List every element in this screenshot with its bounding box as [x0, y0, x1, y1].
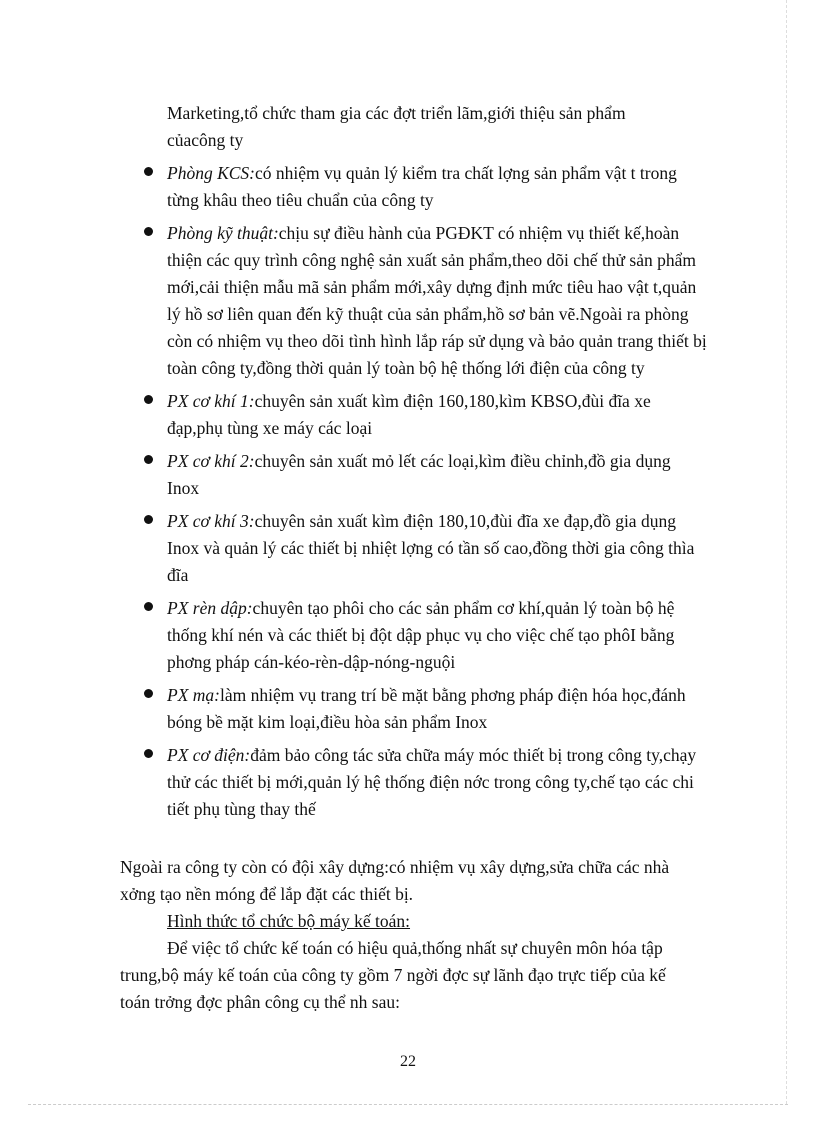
bullet-icon — [144, 602, 153, 611]
department-name: Phòng kỹ thuật: — [167, 223, 279, 243]
intro-line-1: Marketing,tổ chức tham gia các đợt triển lãm,giới thiệu sản phẩm — [167, 103, 626, 123]
department-description: chuyên tạo phôi cho các sản phẩm cơ khí,quản lý toàn bộ hệ thống khí nén và các thiết bị đột dập phục vụ cho việc chế tạo phôI bằng phơng pháp cán-kéo-rèn-dập-nóng-nguội — [167, 598, 675, 672]
department-name: PX cơ điện: — [167, 745, 251, 765]
list-item — [0, 595, 707, 676]
bullet-icon — [144, 455, 153, 464]
department-description: có nhiệm vụ quản lý kiểm tra chất lợng sản phẩm vật t trong từng khâu theo tiêu chuẩn của công ty — [167, 163, 677, 210]
page-number: 22 — [400, 1053, 416, 1070]
list-item — [0, 682, 707, 736]
list-item — [0, 448, 707, 502]
department-name: PX cơ khí 2: — [167, 451, 255, 471]
construction-team-paragraph: Ngoài ra công ty còn có đội xây dựng:có nhiệm vụ xây dựng,sửa chữa các nhà xởng tạo nền móng để lắp đặt các thiết bị. — [120, 857, 670, 904]
department-name: PX cơ khí 1: — [167, 391, 255, 411]
department-name: PX cơ khí 3: — [167, 511, 255, 531]
page-bottom-border — [28, 1104, 788, 1105]
list-item — [0, 160, 707, 214]
department-description: chuyên sản xuất kìm điện 160,180,kìm KBSO,đùi đĩa xe đạp,phụ tùng xe máy các loại — [167, 391, 651, 438]
list-item — [0, 388, 707, 442]
list-item — [0, 742, 707, 823]
intro-paragraph — [167, 100, 707, 154]
department-description: chịu sự điều hành của PGĐKT có nhiệm vụ thiết kế,hoàn thiện các quy trình công nghệ sản xuất sản phẩm,theo dõi chế thử sản phẩm mới,cải thiện mẫu mã sản phẩm mới,xây dựng định mức tiêu hao vật t,quản lý hồ sơ liên quan đến kỹ thuật của sản phẩm,hồ sơ bản vẽ.Ngoài ra phòng còn có nhiệm vụ theo dõi tình hình lắp ráp sử dụng và bảo quản trang thiết bị toàn công ty,đồng thời quản lý toàn bộ hệ thống lới điện của công ty — [167, 223, 707, 378]
intro-line-2: củacông ty — [167, 130, 244, 150]
department-description: chuyên sản xuất mỏ lết các loại,kìm điều chỉnh,đồ gia dụng Inox — [167, 451, 671, 498]
department-name: PX mạ: — [167, 685, 220, 705]
closing-section — [120, 854, 700, 1016]
page-right-border — [786, 0, 787, 1104]
department-name: Phòng KCS: — [167, 163, 255, 183]
bullet-icon — [144, 167, 153, 176]
section-heading: Hình thức tổ chức bộ máy kế toán: — [167, 911, 411, 931]
accounting-paragraph: Để việc tổ chức kế toán có hiệu quả,thống nhất sự chuyên môn hóa tập trung,bộ máy kế toán của công ty gồm 7 ngời đợc sự lãnh đạo trực tiếp của kế toán trởng đợc phân công cụ thể nh sau: — [120, 938, 666, 1012]
department-list — [0, 160, 816, 829]
department-description: đảm bảo công tác sửa chữa máy móc thiết bị trong công ty,chạy thử các thiết bị mới,quản lý hệ thống điện nớc trong công ty,chế tạo các chi tiết phụ tùng thay thế — [167, 745, 697, 819]
department-description: chuyên sản xuất kìm điện 180,10,đùi đĩa xe đạp,đồ gia dụng Inox và quản lý các thiết bị nhiệt lợng có tần số cao,đồng thời gia công thìa đĩa — [167, 511, 695, 585]
bullet-icon — [144, 689, 153, 698]
bullet-icon — [144, 227, 153, 236]
department-description: làm nhiệm vụ trang trí bề mặt bằng phơng pháp điện hóa học,đánh bóng bề mặt kim loại,điều hòa sản phẩm Inox — [167, 685, 686, 732]
bullet-icon — [144, 395, 153, 404]
list-item — [0, 220, 707, 382]
list-item — [0, 508, 707, 589]
bullet-icon — [144, 749, 153, 758]
department-name: PX rèn dập: — [167, 598, 253, 618]
section-heading-wrapper — [120, 908, 700, 935]
bullet-icon — [144, 515, 153, 524]
